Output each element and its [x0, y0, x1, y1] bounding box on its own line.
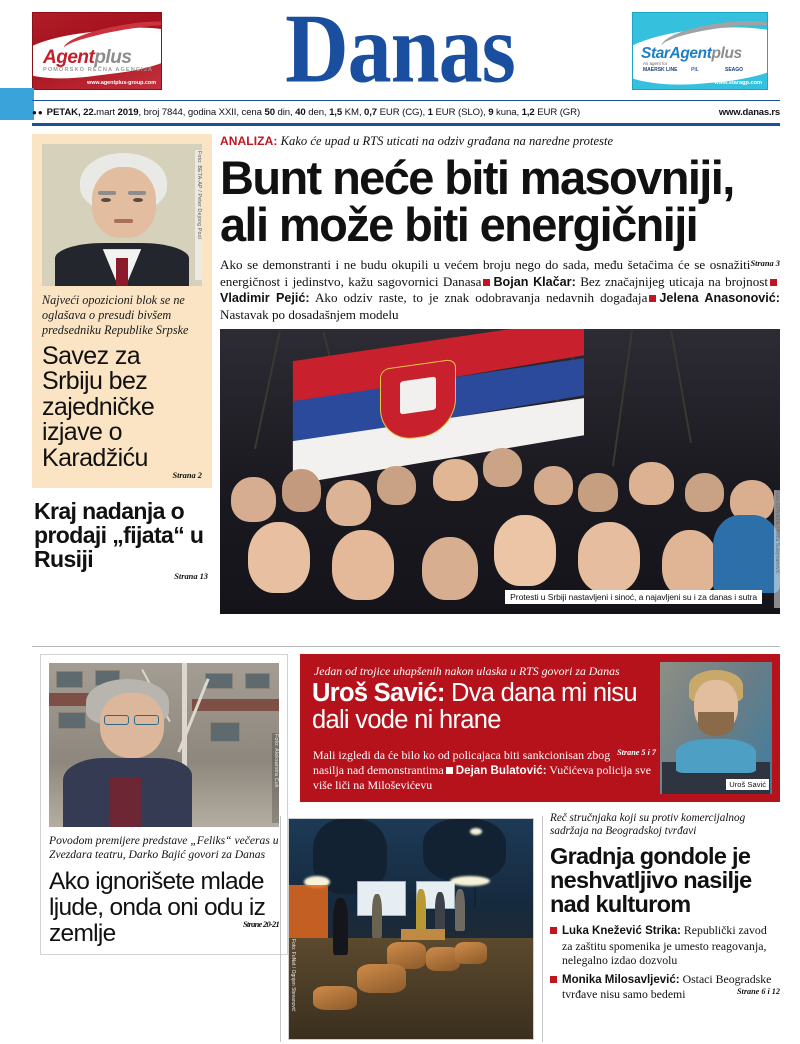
protest-crowd	[220, 438, 780, 615]
photo-pedestrian	[416, 889, 426, 933]
savic-deck-intro: Mali izgledi da će bilo ko od policajaca biti sankcionisan zbog nasilja nad demonstrantima	[313, 748, 611, 778]
issue-day: PETAK,	[46, 106, 81, 118]
crowd-head	[629, 462, 674, 504]
photo-brow-left	[98, 191, 116, 195]
agentplus-name-part2: plus	[94, 47, 132, 68]
karadzic-headline[interactable]: Savez za Srbiju bez zajedničke izjave o Karadžiću	[42, 341, 155, 472]
crowd-head-front	[578, 522, 640, 593]
bajic-story-box[interactable]	[40, 654, 288, 955]
photo-display-panel	[357, 881, 406, 916]
issue-info-strip	[32, 100, 780, 126]
staragentplus-url[interactable]: www.staragp.com	[714, 80, 762, 86]
photo-scarf-shape	[109, 778, 141, 827]
price-kuna-unit: kuna,	[493, 106, 522, 118]
lead-kicker: Kako će upad u RTS uticati na odziv građana na naredne proteste	[280, 134, 614, 148]
issue-info-text	[32, 107, 580, 118]
agentplus-url[interactable]: www.agentplus-group.com	[87, 80, 156, 86]
savic-kicker: Jedan od trojice uhapšenih nakon ulaska u RTS govori za Danas	[314, 664, 620, 678]
gondola-source2-name: Monika Milosavljević:	[562, 973, 680, 986]
bajic-page-ref: Strane 20-21	[242, 919, 279, 929]
crowd-head	[534, 466, 573, 505]
price-eurgr-unit: EUR (GR)	[534, 106, 581, 118]
savic-headline[interactable]	[312, 680, 656, 734]
savic-headline-name: Uroš Savić:	[312, 679, 445, 707]
bajic-photo	[49, 663, 279, 827]
staragentplus-as-agent-label: As agent for	[643, 61, 668, 66]
issue-number: , broj 7844, godina XXII, cena	[138, 106, 265, 118]
gondola-headline[interactable]: Gradnja gondole je neshvatljivo nasilje nad kulturom	[550, 842, 752, 918]
partner-maersk-label: MAERSK LINE	[643, 67, 678, 73]
staragentplus-name-part1: StarAgent	[641, 45, 712, 62]
price-eurslo-value: 1	[427, 106, 433, 118]
gondola-sources	[550, 923, 780, 1001]
agentplus-tagline: POMORSKO REČNA AGENCIJA	[43, 67, 154, 73]
price-din-unit: din,	[274, 106, 296, 118]
crowd-head-front	[332, 530, 394, 601]
photo-window	[210, 722, 240, 742]
savic-deck	[313, 748, 656, 793]
source-bullet-item	[550, 972, 780, 1002]
photo-cut-log	[455, 942, 487, 964]
photo-tie-shape	[116, 258, 129, 286]
section-divider	[32, 646, 780, 647]
karadzic-kicker: Najveći opozicioni blok se ne oglašava o presudi bivšem predsedniku Republike Srpske	[42, 293, 189, 337]
crowd-head	[377, 466, 416, 505]
lead-headline-line1: Bunt neće biti masovniji,	[220, 151, 734, 205]
price-den-value: 40	[295, 106, 306, 118]
photo-street-light	[470, 828, 482, 835]
issue-month: mart	[96, 106, 115, 118]
crowd-head-front	[248, 522, 310, 593]
photo-window	[58, 712, 86, 728]
crowd-head-front	[422, 537, 478, 601]
price-den-unit: den,	[305, 106, 330, 118]
karadzic-page-ref: Strana 2	[172, 471, 202, 481]
bajic-kicker: Povodom premijere predstave „Feliks“ večeras u Zvezdara teatru, Darko Bajić govori za Danas	[49, 834, 279, 862]
staragentplus-name-part2: plus	[711, 45, 742, 62]
karadzic-photo-credit: Foto: BETA-AP / Peter Dejong Pool	[195, 150, 202, 280]
photo-bench	[401, 929, 445, 940]
protest-photo-caption: Protesti u Srbiji nastavljeni i sinoć, a najavljeni su i za danas i sutra	[505, 590, 762, 604]
photo-scarf-shape	[676, 739, 757, 773]
lead-headline[interactable]	[220, 151, 780, 251]
lead-source3-name: Jelena Anasonović:	[659, 291, 780, 306]
lead-source3-text: Nastavak po dosadašnjem modelu	[220, 306, 399, 322]
vertical-divider	[542, 816, 543, 1042]
gondola-source2-text: Ostaci Beogradske tvrđave nisu samo bedemi	[562, 971, 772, 1002]
masthead	[0, 0, 800, 104]
photo-pedestrian	[435, 892, 445, 934]
photo-eyeglass-left	[104, 715, 129, 725]
lead-kicker-line	[220, 134, 780, 149]
photo-eyeglass-right	[134, 715, 159, 725]
savic-source-text: Vučićeva policija sve više liči na Miloševićevu	[313, 763, 652, 793]
photo-face-shape	[92, 167, 156, 238]
photo-brow-right	[128, 191, 146, 195]
savic-page-ref: Strane 5 i 7	[617, 748, 656, 758]
gondola-source1-text: Republički zavod za zaštitu spomenika je umesto reagovanja, nelegalno izdao dozvolu	[562, 923, 767, 968]
crowd-head	[326, 480, 371, 526]
price-eurcg-value: 0,7	[364, 106, 378, 118]
crowd-head	[282, 469, 321, 511]
staragentplus-logo[interactable]	[632, 12, 768, 90]
price-eurslo-unit: EUR (SLO),	[432, 106, 489, 118]
photo-lamp-post	[474, 823, 476, 907]
agentplus-name-part1: Agent	[43, 47, 95, 68]
photo-window	[56, 671, 84, 687]
price-din-value: 50	[264, 106, 275, 118]
crowd-head	[433, 459, 478, 501]
lead-source1-text: Bez značajnijeg uticaja na brojnost	[580, 273, 768, 289]
agentplus-logo[interactable]	[32, 12, 162, 90]
crowd-head-front	[662, 530, 718, 597]
vertical-divider	[280, 816, 281, 1042]
lead-source2-text: Ako odziv raste, to je znak odobravanja nedavnih događaja	[314, 290, 648, 306]
bullet-square-icon	[550, 976, 557, 983]
price-km-unit: KM,	[342, 106, 364, 118]
price-eurcg-unit: EUR (CG),	[377, 106, 428, 118]
lead-story	[220, 134, 780, 614]
partner-seago-label: SEAGO	[725, 67, 744, 73]
bajic-photo-credit: Foto: Aleksandra Ćuk	[272, 733, 279, 823]
crowd-head	[483, 448, 522, 487]
newspaper-website-link[interactable]: www.danas.rs	[718, 106, 780, 118]
karadzic-story-box[interactable]	[32, 134, 212, 488]
price-eurgr-value: 1,2	[521, 106, 535, 118]
bullet-square-icon	[649, 295, 656, 302]
left-sidebar-column	[32, 134, 212, 581]
gondola-story-text[interactable]	[550, 812, 780, 1002]
newspaper-title: Danas	[285, 0, 515, 104]
gondola-kicker: Reč stručnjaka koji su protiv komercijalnog sadržaja na Beogradskoj tvrđavi	[550, 812, 746, 838]
issue-date: 22.	[83, 106, 97, 118]
photo-cut-log	[313, 986, 357, 1010]
protest-photo	[220, 329, 780, 614]
price-kuna-value: 9	[488, 106, 494, 118]
bullet-dots-icon: ●●	[32, 107, 44, 117]
bajic-headline[interactable]	[49, 869, 279, 946]
photo-pedestrian	[455, 889, 465, 931]
partner-pil-label: PIL	[691, 67, 699, 73]
lead-deck-intro: Ako se demonstranti i ne budu okupili u većem broju nego do sada, među šetačima će se osnažiti energičnost i jedinstvo, kažu sagovornici Danasa	[220, 257, 751, 289]
lead-page-ref: Strana 3	[750, 259, 780, 269]
price-km-value: 1,5	[329, 106, 343, 118]
crowd-head	[578, 473, 617, 512]
crowd-head	[231, 477, 276, 523]
photo-face-shape	[100, 693, 164, 759]
savic-story-box[interactable]	[300, 654, 780, 802]
bullet-square-icon	[483, 279, 490, 286]
source-bullet-item	[550, 923, 780, 967]
savic-source-name: Dejan Bulatović:	[455, 764, 547, 778]
gondola-page-ref: Strane 6 i 12	[737, 987, 780, 997]
savic-headline-rest: Dva dana mi nisu dali vode ni hrane	[312, 679, 637, 735]
gondola-source1-name: Luka Knežević Strika:	[562, 925, 681, 938]
photo-window	[245, 673, 270, 689]
karadzic-photo	[42, 144, 202, 286]
analiza-label: ANALIZA:	[220, 134, 278, 148]
photo-cut-log	[357, 964, 406, 993]
photo-pedestrian	[333, 898, 348, 955]
crowd-head	[685, 473, 724, 512]
photo-brick-band	[192, 699, 279, 710]
lead-deck	[220, 257, 780, 323]
bullet-square-icon	[770, 279, 777, 286]
blue-corner-block	[0, 88, 34, 120]
newspaper-nameplate	[176, 0, 624, 104]
bajic-headline-text: Ako ignorišete mlade ljude, onda oni odu iz zemlje	[49, 868, 266, 947]
savic-portrait-photo	[660, 662, 772, 794]
photo-window	[205, 673, 233, 689]
photo-beard-shape	[698, 712, 734, 736]
lead-source1-name: Bojan Klačar:	[493, 274, 576, 289]
fiat-headline[interactable]: Kraj nadanja o prodaji „fijata“ u Rusiji	[34, 498, 204, 572]
photo-pedestrian	[372, 894, 382, 938]
gondola-photo	[288, 818, 534, 1040]
agentplus-logo-text	[43, 47, 131, 69]
lead-source2-name: Vladimir Pejić:	[220, 291, 310, 306]
bullet-square-icon	[446, 767, 453, 774]
photo-tree-canopy	[423, 819, 506, 881]
fiat-page-ref: Strana 13	[174, 571, 208, 581]
bullet-square-icon	[550, 927, 557, 934]
protest-photo-credit: Foto: EPA-EFE / Koča Sulejmanović	[774, 490, 780, 608]
issue-year: 2019	[117, 106, 139, 118]
photo-mouth	[114, 219, 133, 223]
lead-headline-line2: ali može biti energičniji	[220, 197, 698, 251]
savic-photo-name-tag: Uroš Savić	[726, 779, 769, 790]
crowd-person-blue-jacket	[713, 515, 780, 593]
crowd-head-front	[494, 515, 556, 586]
gondola-photo-credit: Foto: FoNet / Ognjen Stevanović	[290, 939, 296, 1012]
